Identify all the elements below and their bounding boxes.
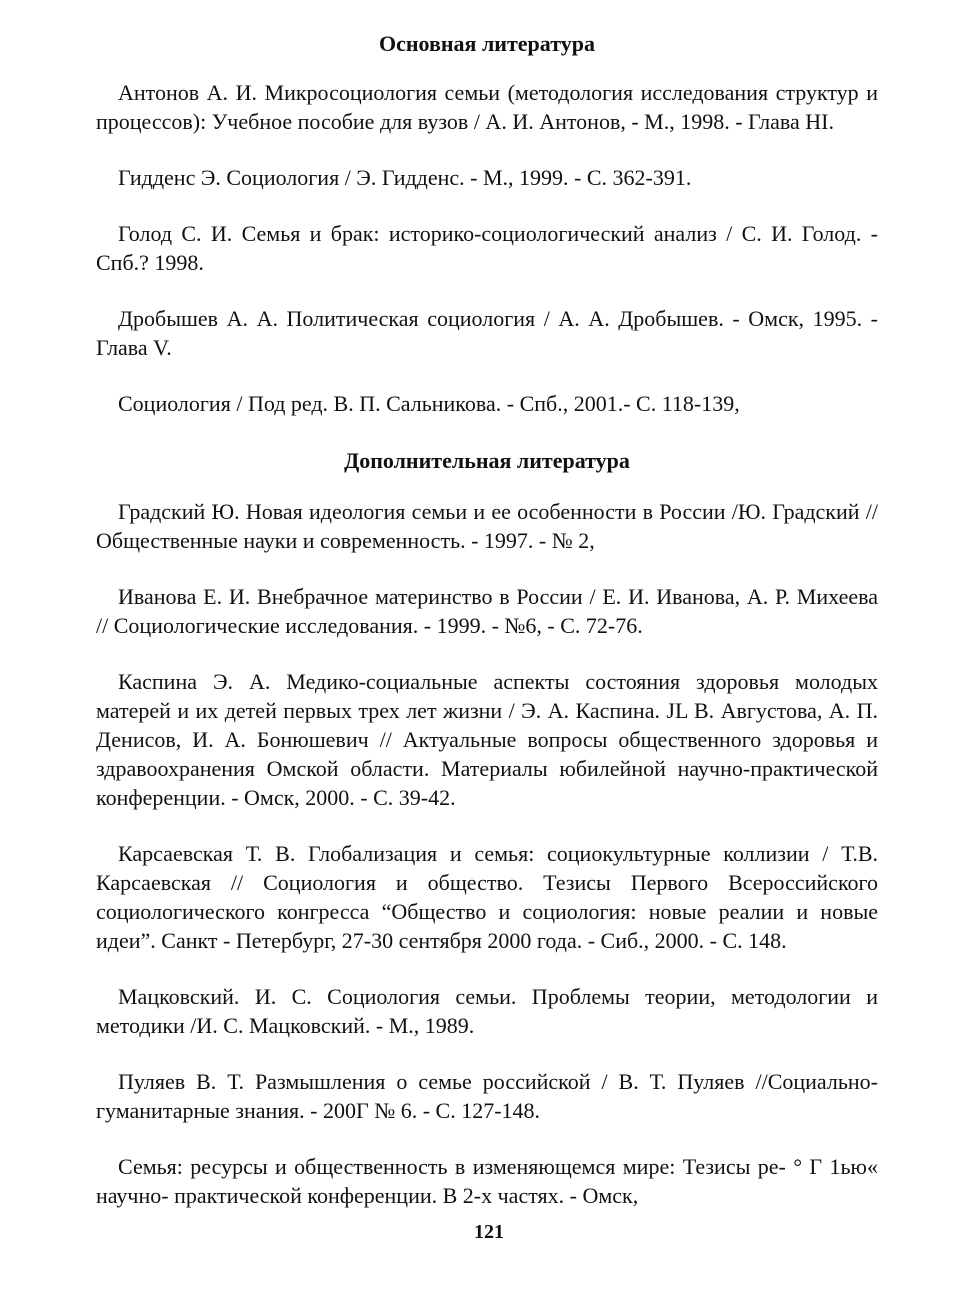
reference-drobyshev: Дробышев А. А. Политическая социология / А. А. Дробышев. - Омск, 1995. - Глава V. bbox=[96, 306, 878, 360]
main-literature-heading: Основная литература bbox=[379, 31, 595, 56]
reference-pulyaev: Пуляев В. Т. Размышления о семье российской / В. Т. Пуляев //Социально-гуманитарные знания. - 200Г № 6. - С. 127-148. bbox=[96, 1069, 878, 1123]
reference-matskovsky: Мацковский. И. С. Социология семьи. Проблемы теории, методологии и методики /И. С. Мацковский. - М., 1989. bbox=[96, 984, 878, 1038]
reference-gradsky: Градский Ю. Новая идеология семьи и ее особенности в России /Ю. Градский // Общественные науки и современность. - 1997. - № 2, bbox=[96, 499, 878, 553]
reference-ivanova: Иванова Е. И. Внебрачное материнство в России / Е. И. Иванова, А. Р. Михеева // Социологические исследования. - 1999. - №6, - С. 72-76. bbox=[96, 584, 878, 638]
document-page bbox=[96, 28, 878, 1237]
additional-literature-heading: Дополнительная литература bbox=[344, 448, 630, 473]
reference-antonov: Антонов А. И. Микросоциология семьи (методология исследования структур и процессов): Учебное пособие для вузов / А. И. Антонов, - М., 1998. - Глава HI. bbox=[96, 80, 878, 134]
reference-golod: Голод С. И. Семья и брак: историко-социологический анализ / С. И. Голод. - Спб.? 1998. bbox=[96, 221, 878, 275]
reference-kaspina: Каспина Э. А. Медико-социальные аспекты состояния здоровья молодых матерей и их детей первых трех лет жизни / Э. А. Каспина. JL В. Августова, А. П. Денисов, И. А. Бонюшевич // Актуальные вопросы общественного здоровья и здравоохранения Омской области. Материалы юбилейной научно-практической конференции. - Омск, 2000. - С. 39-42. bbox=[96, 669, 878, 810]
reference-salnikov: Социология / Под ред. В. П. Сальникова. - Спб., 2001.- С. 118-139, bbox=[118, 391, 740, 416]
reference-karsaevskaya: Карсаевская Т. В. Глобализация и семья: социокультурные коллизии / Т.В. Карсаевская // Социология и общество. Тезисы Первого Всероссийского социологического конгресса “Общество и социология: новые реалии и новые идеи”. Санкт - Петербург, 27-30 сентября 2000 года. - Сиб., 2000. - С. 148. bbox=[96, 841, 878, 953]
page-number: 121 bbox=[474, 1221, 504, 1243]
reference-giddens: Гидденс Э. Социология / Э. Гидденс. - М., 1999. - С. 362-391. bbox=[118, 165, 692, 190]
reference-family-resources: Семья: ресурсы и общественность в изменяющемся мире: Тезисы ре- ° Г 1ью« научно- практической конференции. В 2-х частях. - Омск, bbox=[96, 1154, 878, 1208]
